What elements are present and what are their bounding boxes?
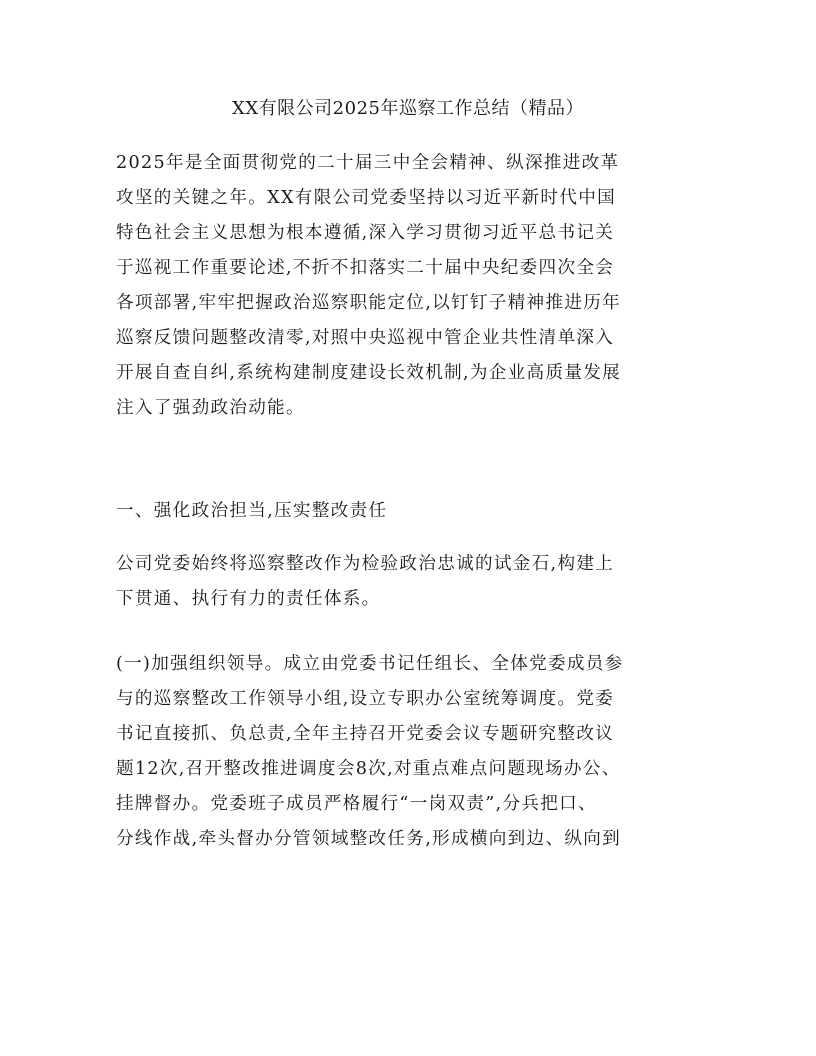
text-line: (一)加强组织领导。成立由党委书记任组长、全体党委成员参 bbox=[116, 654, 624, 674]
subsection-paragraph bbox=[116, 647, 702, 857]
section-paragraph bbox=[116, 547, 702, 617]
text-line: 攻坚的关键之年。XX有限公司党委坚持以习近平新时代中国 bbox=[116, 188, 616, 208]
section-heading bbox=[116, 494, 702, 529]
section-heading-text: 一、强化政治担当,压实整改责任 bbox=[116, 501, 388, 521]
text-line: 2025年是全面贯彻党的二十届三中全会精神、纵深推进改革 bbox=[116, 153, 620, 173]
document-title: XX有限公司2025年巡察工作总结（精品） bbox=[232, 98, 584, 119]
text-line: 巡察反馈问题整改清零,对照中央巡视中管企业共性清单深入 bbox=[116, 328, 615, 348]
text-line: 特色社会主义思想为根本遵循,深入学习贯彻习近平总书记关 bbox=[116, 223, 615, 243]
text-line: 书记直接抓、负总责,全年主持召开党委会议专题研究整改议 bbox=[116, 724, 615, 744]
text-line: 题12次,召开整改推进调度会8次,对重点难点问题现场办公、 bbox=[116, 759, 621, 779]
text-line: 与的巡察整改工作领导小组,设立专职办公室统筹调度。党委 bbox=[116, 689, 615, 709]
text-line: 下贯通、执行有力的责任体系。 bbox=[116, 589, 381, 609]
text-line: 分线作战,牵头督办分管领域整改任务,形成横向到边、纵向到 bbox=[116, 829, 622, 849]
text-line: 挂牌督办。党委班子成员严格履行“一岗双责”,分兵把口、 bbox=[116, 794, 597, 814]
text-line: 于巡视工作重要论述,不折不扣落实二十届中央纪委四次全会 bbox=[116, 258, 615, 278]
intro-paragraph bbox=[116, 146, 702, 426]
text-line: 注入了强劲政治动能。 bbox=[116, 398, 305, 418]
text-line: 各项部署,牢牢把握政治巡察职能定位,以钉钉子精神推进历年 bbox=[116, 293, 622, 313]
text-line: 开展自查自纠,系统构建制度建设长效机制,为企业高质量发展 bbox=[116, 363, 622, 383]
text-line: 公司党委始终将巡察整改作为检验政治忠诚的试金石,构建上 bbox=[116, 554, 615, 574]
